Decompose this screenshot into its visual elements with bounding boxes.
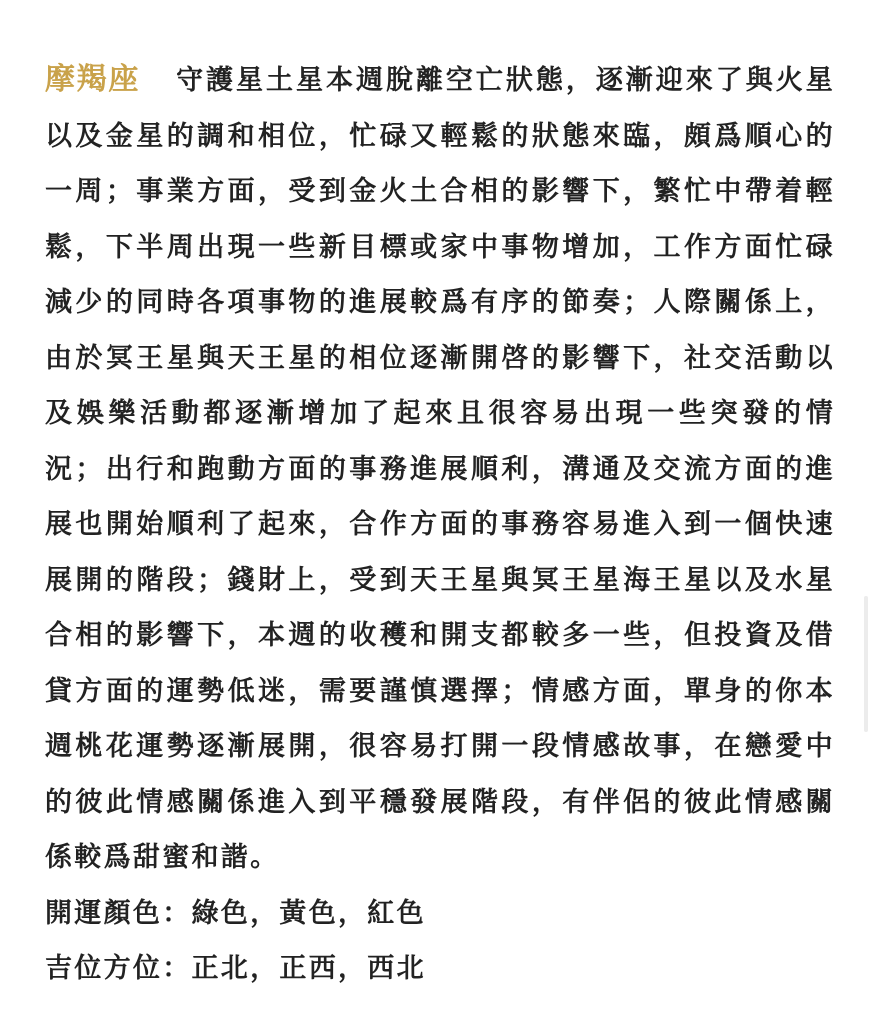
horoscope-article (45, 52, 835, 997)
lucky-directions-line: 吉位方位：正北，正西，西北 (45, 953, 426, 984)
horoscope-body-text: 守護星土星本週脫離空亡狀態，逐漸迎來了與火星以及金星的調和相位，忙碌又輕鬆的狀態來臨，頗爲順心的一周；事業方面，受到金火土合相的影響下，繁忙中帶着輕鬆，下半周出現一些新目標或家中事物增加，工作方面忙碌減少的同時各項事物的進展較爲有序的節奏；人際關係上，由於冥王星與天王星的相位逐漸開啓的影響下，社交活動以及娛樂活動都逐漸增加了起來且很容易出現一些突發的情況；出行和跑動方面的事務進展順利，溝通及交流方面的進展也開始順利了起來，合作方面的事務容易進入到一個快速展開的階段；錢財上，受到天王星與冥王星海王星以及水星合相的影響下，本週的收穫和開支都較多一些，但投資及借貸方面的運勢低迷，需要謹慎選擇；情感方面，單身的你本週桃花運勢逐漸展開，很容易打開一段情感故事，在戀愛中的彼此情感關係進入到平穩發展階段，有伴侶的彼此情感關係較爲甜蜜和諧。 (45, 65, 836, 873)
scrollbar-thumb[interactable] (864, 596, 868, 732)
horoscope-paragraph (45, 52, 835, 886)
lucky-colors-line: 開運顏色：綠色，黃色，紅色 (45, 897, 426, 929)
sign-name-heading: 摩羯座 (45, 62, 141, 97)
